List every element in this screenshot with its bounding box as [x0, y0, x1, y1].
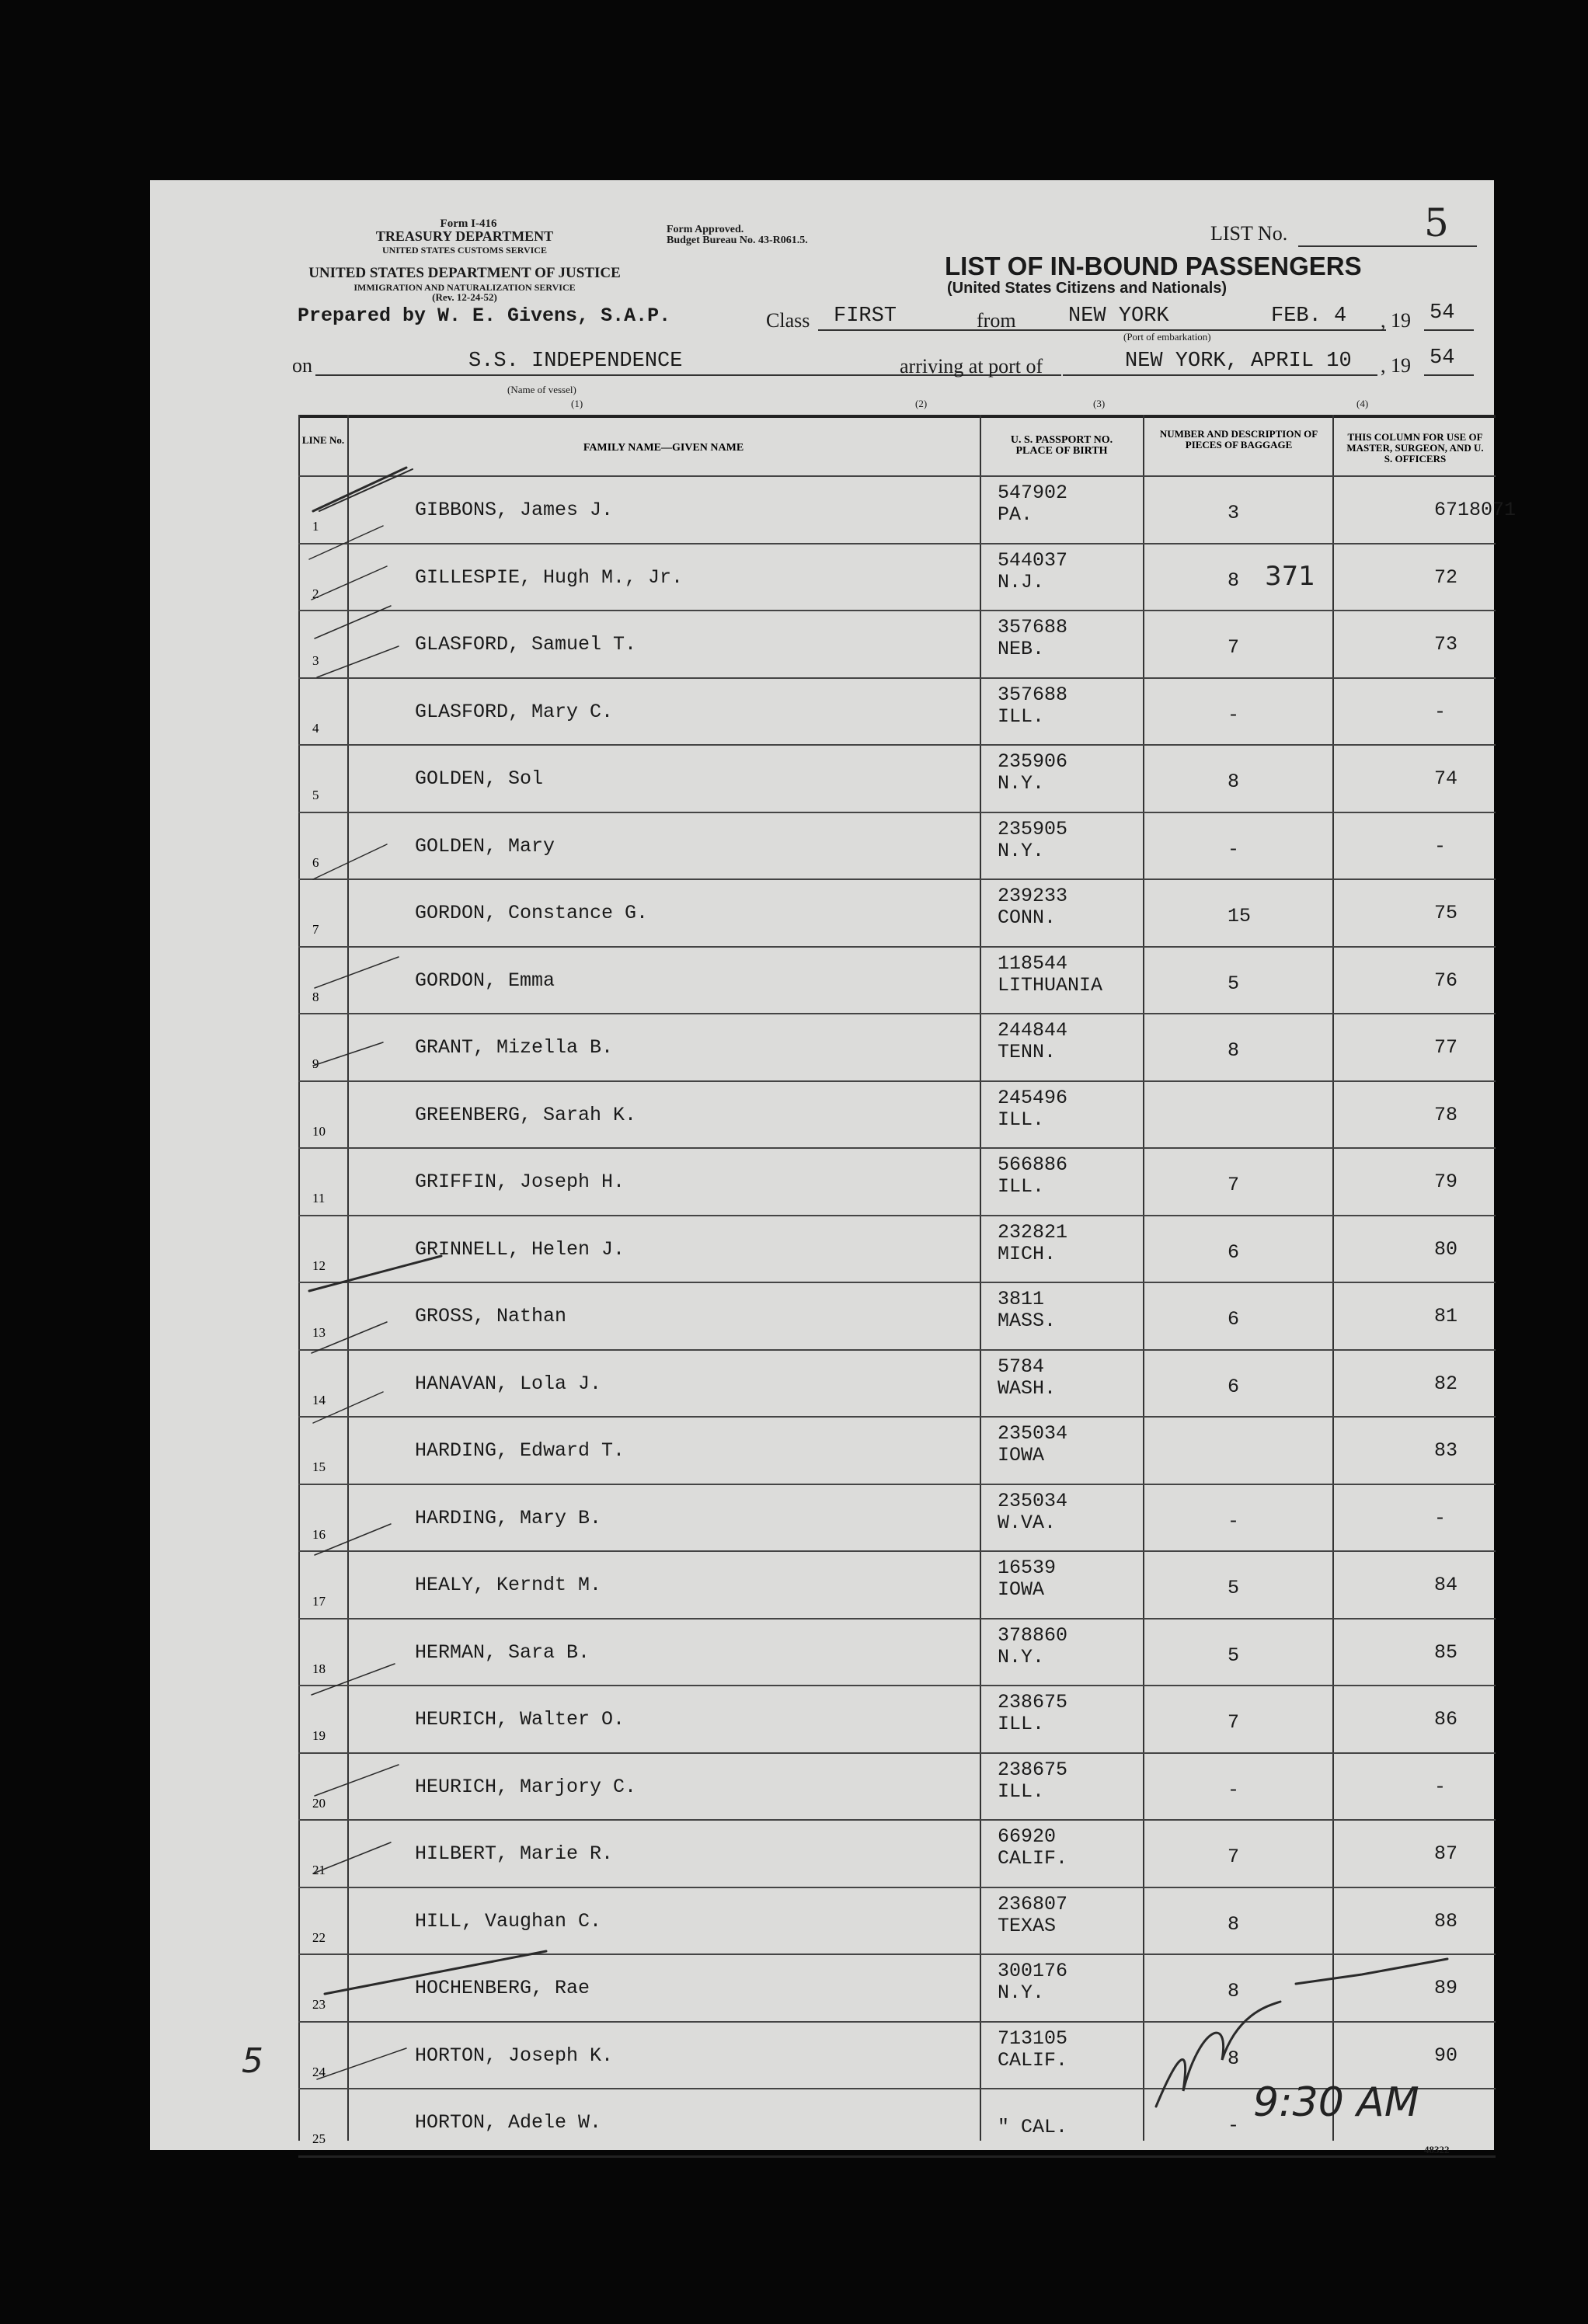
passport-number: 118544 — [998, 952, 1068, 975]
place-of-birth: TENN. — [998, 1041, 1057, 1063]
passport-number: 238675 — [998, 1758, 1068, 1781]
form-number: Form I-416 — [440, 217, 497, 230]
justice-dept: UNITED STATES DEPARTMENT OF JUSTICE — [308, 265, 621, 281]
line-number: 4 — [312, 720, 319, 736]
line-number: 9 — [312, 1056, 319, 1071]
baggage-count: 7 — [1228, 1174, 1240, 1196]
port-embark-caption: (Port of embarkation) — [1123, 331, 1211, 343]
officer-number: 87 — [1434, 1842, 1458, 1865]
place-of-birth: ILL. — [998, 1780, 1045, 1803]
officer-number: 86 — [1434, 1708, 1458, 1731]
line-number: 12 — [312, 1258, 326, 1273]
arriving-label: arriving at port of — [900, 355, 1043, 377]
officer-number: 79 — [1434, 1171, 1458, 1193]
passport-number: 238675 — [998, 1691, 1068, 1713]
passenger-name: HOCHENBERG, Rae — [415, 1977, 590, 1999]
place-of-birth: N.J. — [998, 570, 1045, 593]
place-of-birth: IOWA — [998, 1444, 1045, 1466]
passport-number: 5784 — [998, 1355, 1045, 1378]
line-number: 19 — [312, 1728, 326, 1743]
line-number: 15 — [312, 1459, 326, 1474]
baggage-count: 3 — [1228, 502, 1240, 524]
place-of-birth: N.Y. — [998, 839, 1045, 862]
passport-number: 66920 — [998, 1825, 1057, 1848]
class-value: FIRST — [834, 304, 897, 328]
place-of-birth: LITHUANIA — [998, 973, 1103, 997]
baggage-count: 5 — [1228, 1644, 1240, 1667]
passenger-name: GOLDEN, Mary — [415, 834, 555, 858]
baggage-count: 5 — [1228, 1577, 1240, 1599]
passport-number: 244844 — [998, 1019, 1068, 1042]
passport-number: 3811 — [998, 1288, 1045, 1310]
place-of-birth: ILL. — [998, 1108, 1045, 1131]
passport-number: 239233 — [998, 885, 1068, 907]
prepared-by: Prepared by W. E. Givens, S.A.P. — [298, 304, 671, 327]
place-of-birth: PA. — [998, 503, 1033, 526]
place-of-birth: MICH. — [998, 1242, 1057, 1265]
officer-number: 75 — [1434, 902, 1458, 924]
officer-number: 89 — [1434, 1977, 1458, 1999]
place-of-birth: W.VA. — [998, 1511, 1057, 1534]
baggage-count: - — [1228, 1509, 1240, 1533]
officer-number: 90 — [1434, 2044, 1458, 2067]
officer-number: 6718071 — [1434, 499, 1517, 521]
passport-number: 544037 — [998, 548, 1068, 572]
baggage-count: 7 — [1228, 1846, 1240, 1868]
passport-number: 235034 — [998, 1489, 1068, 1512]
col-number-2: (2) — [915, 398, 928, 409]
baggage-count: 8 — [1228, 1980, 1240, 2002]
officer-number: 80 — [1434, 1237, 1458, 1261]
embark-port: NEW YORK — [1068, 304, 1169, 328]
year-prefix: , 19 — [1381, 309, 1411, 332]
passenger-name: HARDING, Edward T. — [415, 1439, 625, 1462]
passport-number: 236807 — [998, 1892, 1068, 1915]
revision-date: (Rev. 12-24-52) — [432, 291, 497, 303]
line-number: 21 — [312, 1863, 326, 1877]
passport-number: 300176 — [998, 1960, 1068, 1982]
arrival-port-date: NEW YORK, APRIL 10 — [1125, 350, 1352, 373]
immigration-service: IMMIGRATION AND NATURALIZATION SERVICE — [353, 282, 576, 293]
passport-number: 235905 — [998, 817, 1068, 840]
place-of-birth: WASH. — [998, 1376, 1057, 1400]
line-number: 20 — [312, 1795, 326, 1811]
place-of-birth: NEB. — [998, 638, 1045, 660]
line-number: 14 — [312, 1392, 326, 1407]
place-of-birth: " CAL. — [998, 2116, 1068, 2138]
officer-number: 88 — [1434, 1909, 1458, 1933]
passenger-name: HORTON, Joseph K. — [415, 2044, 614, 2067]
form-subtitle: (United States Citizens and Nationals) — [947, 280, 1228, 297]
place-of-birth: IOWA — [998, 1578, 1045, 1601]
handwritten-marks — [150, 180, 1494, 2150]
vessel-caption: (Name of vessel) — [507, 384, 576, 395]
place-of-birth: CONN. — [998, 906, 1057, 929]
place-of-birth: CALIF. — [998, 1847, 1068, 1870]
officer-number: - — [1434, 834, 1447, 858]
handwritten-371: 371 — [1265, 561, 1315, 592]
place-of-birth: ILL. — [998, 705, 1045, 728]
passenger-name: GOLDEN, Sol — [415, 767, 544, 790]
passport-number: 378860 — [998, 1623, 1068, 1647]
passenger-name: HANAVAN, Lola J. — [415, 1372, 602, 1395]
line-number: 18 — [312, 1661, 326, 1676]
passport-number: 235906 — [998, 750, 1068, 773]
baggage-count: 8 — [1228, 1039, 1240, 1062]
header-passport: U. S. PASSPORT NO. PLACE OF BIRTH — [1010, 434, 1113, 457]
col-number-4: (4) — [1356, 398, 1369, 409]
baggage-count: - — [1228, 2114, 1240, 2137]
year-prefix-2: , 19 — [1381, 354, 1411, 377]
passenger-name: GRANT, Mizella B. — [415, 1036, 614, 1059]
officer-number: 82 — [1434, 1372, 1458, 1395]
line-number: 7 — [312, 922, 319, 937]
officer-number: 78 — [1434, 1103, 1458, 1126]
treasury-dept: TREASURY DEPARTMENT — [375, 228, 554, 244]
handwritten-time: 9:30 AM — [1253, 2079, 1419, 2126]
line-number: 5 — [312, 788, 319, 802]
place-of-birth: N.Y. — [998, 772, 1045, 795]
baggage-count: 6 — [1228, 1240, 1240, 1264]
passenger-name: HEURICH, Marjory C. — [415, 1775, 637, 1798]
col-number-1: (1) — [571, 398, 583, 409]
passport-number: 547902 — [998, 482, 1068, 504]
line-number: 25 — [312, 2131, 326, 2146]
baggage-count: 7 — [1228, 636, 1240, 659]
line-number: 22 — [312, 1929, 326, 1945]
col-number-3: (3) — [1093, 398, 1106, 409]
list-number: 5 — [1424, 200, 1449, 245]
officer-number: 73 — [1434, 633, 1458, 656]
passenger-name: GILLESPIE, Hugh M., Jr. — [415, 565, 684, 589]
place-of-birth: ILL. — [998, 1175, 1045, 1198]
form-title: LIST OF IN-BOUND PASSENGERS — [945, 252, 1362, 280]
passenger-name: HORTON, Adele W. — [415, 2111, 602, 2134]
passenger-name: HARDING, Mary B. — [415, 1506, 602, 1529]
passenger-name: GROSS, Nathan — [415, 1305, 567, 1327]
passenger-name: GORDON, Constance G. — [415, 902, 649, 924]
passenger-name: HEURICH, Walter O. — [415, 1708, 625, 1731]
line-number: 13 — [312, 1325, 326, 1340]
passenger-name: GLASFORD, Samuel T. — [415, 633, 637, 656]
place-of-birth: ILL. — [998, 1713, 1045, 1735]
passenger-name: GRINNELL, Helen J. — [415, 1237, 625, 1261]
baggage-count: 7 — [1228, 1711, 1240, 1734]
line-number: 6 — [312, 854, 319, 870]
baggage-count: 8 — [1228, 771, 1240, 793]
passenger-name: HILBERT, Marie R. — [415, 1842, 614, 1865]
baggage-count: - — [1228, 1778, 1240, 1801]
officer-number: 77 — [1434, 1036, 1458, 1059]
header-baggage: NUMBER AND DESCRIPTION OF PIECES OF BAGGAGE — [1159, 428, 1318, 451]
line-number: 8 — [312, 989, 319, 1004]
baggage-count: - — [1228, 703, 1240, 726]
arrival-year: 54 — [1430, 346, 1455, 370]
passport-number: 566886 — [998, 1153, 1068, 1176]
baggage-count: 6 — [1228, 1375, 1240, 1398]
officer-number: 76 — [1434, 969, 1458, 992]
handwritten-margin-5: 5 — [242, 2041, 263, 2081]
list-no-label: LIST No. — [1210, 222, 1288, 245]
officer-number: - — [1434, 700, 1447, 723]
budget-bureau: Budget Bureau No. 43-R061.5. — [667, 235, 808, 246]
line-number: 10 — [312, 1123, 326, 1139]
line-number: 16 — [312, 1526, 326, 1542]
line-number: 23 — [312, 1997, 326, 2012]
place-of-birth: CALIF. — [998, 2048, 1068, 2072]
class-label: Class — [766, 309, 810, 332]
officer-number: 74 — [1434, 767, 1458, 790]
baggage-count: 5 — [1228, 972, 1240, 995]
officer-number: 83 — [1434, 1439, 1458, 1462]
officer-number: 85 — [1434, 1640, 1458, 1664]
on-label: on — [292, 354, 312, 377]
baggage-count: 6 — [1228, 1308, 1240, 1331]
passport-number: 357688 — [998, 616, 1068, 638]
header-name: FAMILY NAME—GIVEN NAME — [583, 442, 744, 454]
form-approved: Form Approved. — [667, 224, 744, 235]
customs-service: UNITED STATES CUSTOMS SERVICE — [382, 245, 547, 256]
officer-number: 81 — [1434, 1305, 1458, 1327]
passenger-name: GREENBERG, Sarah K. — [415, 1103, 637, 1126]
passport-number: 357688 — [998, 683, 1068, 706]
baggage-count: 8 — [1228, 1912, 1240, 1936]
baggage-count: 15 — [1228, 905, 1252, 927]
passport-number: 245496 — [998, 1086, 1068, 1109]
officer-number: 84 — [1434, 1574, 1458, 1596]
footer-code: 48322 — [1424, 2144, 1450, 2155]
embark-year: 54 — [1430, 301, 1455, 325]
line-number: 24 — [312, 2064, 326, 2079]
from-label: from — [977, 309, 1016, 332]
embark-date: FEB. 4 — [1271, 304, 1347, 328]
line-number: 2 — [312, 586, 319, 601]
line-number: 3 — [312, 653, 319, 668]
line-number: 17 — [312, 1594, 326, 1609]
line-number: 1 — [312, 519, 319, 534]
passenger-name: HILL, Vaughan C. — [415, 1909, 602, 1933]
baggage-count: 8 — [1228, 569, 1240, 592]
line-number: 11 — [312, 1191, 326, 1205]
officer-number: - — [1434, 1775, 1447, 1798]
passport-number: 16539 — [998, 1557, 1057, 1579]
passport-number: 235034 — [998, 1422, 1068, 1445]
place-of-birth: MASS. — [998, 1310, 1057, 1332]
passenger-list-form — [150, 180, 1517, 2155]
header-line-no: LINE No. — [301, 434, 345, 446]
passenger-name: HERMAN, Sara B. — [415, 1640, 590, 1664]
officer-number: 72 — [1434, 565, 1458, 589]
passenger-name: GIBBONS, James J. — [415, 499, 614, 521]
passenger-name: GLASFORD, Mary C. — [415, 700, 614, 723]
place-of-birth: TEXAS — [998, 1914, 1057, 1937]
vessel-name: S.S. INDEPENDENCE — [468, 350, 683, 373]
passport-number: 232821 — [998, 1220, 1068, 1244]
passenger-name: GORDON, Emma — [415, 969, 555, 992]
baggage-count: 8 — [1228, 2047, 1240, 2070]
passport-number: 713105 — [998, 2027, 1068, 2050]
passenger-name: GRIFFIN, Joseph H. — [415, 1171, 625, 1193]
baggage-count: - — [1228, 837, 1240, 861]
place-of-birth: N.Y. — [998, 1981, 1045, 2004]
place-of-birth: N.Y. — [998, 1645, 1045, 1668]
passenger-name: HEALY, Kerndt M. — [415, 1574, 602, 1596]
header-officers: THIS COLUMN FOR USE OF MASTER, SURGEON, AND U. S. OFFICERS — [1346, 431, 1484, 464]
officer-number: - — [1434, 1506, 1447, 1529]
